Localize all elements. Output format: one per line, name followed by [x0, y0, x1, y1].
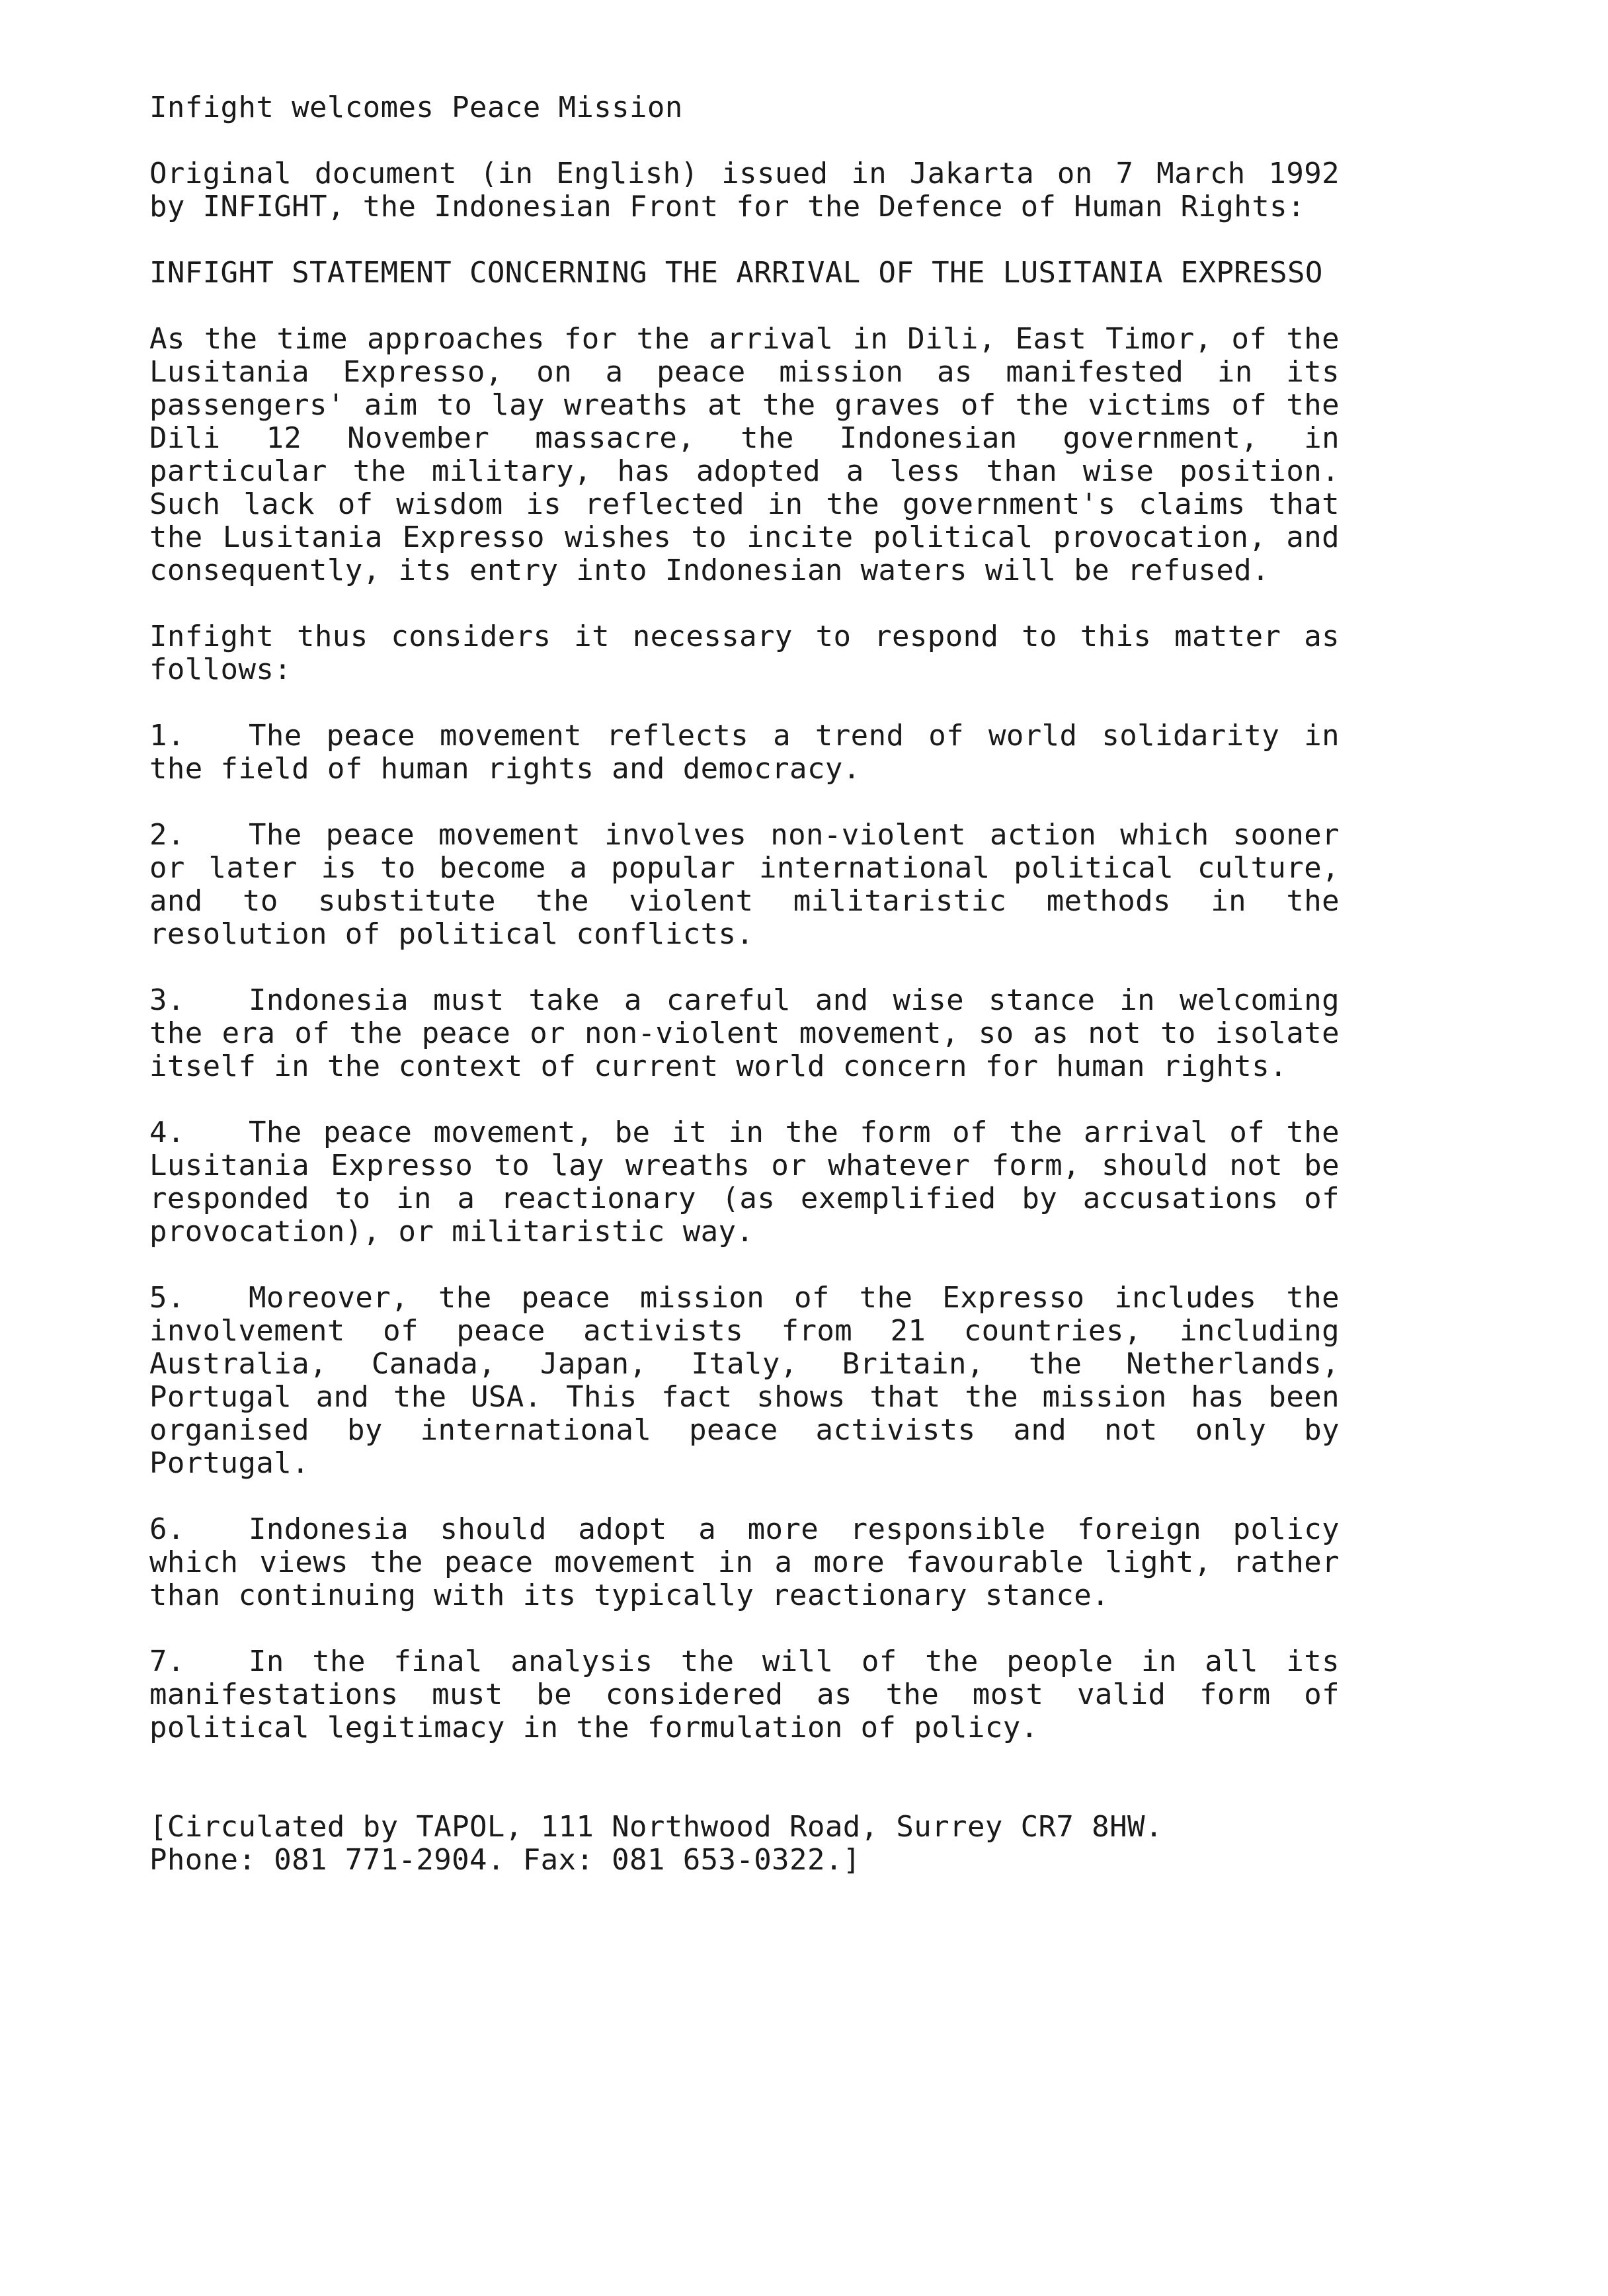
point-item-1	[149, 719, 1340, 786]
point-item-7	[149, 1645, 1340, 1744]
document-content	[149, 91, 1340, 1877]
point-number: 4.	[149, 1116, 185, 1149]
circulation-footer	[149, 1811, 1340, 1877]
point-item-6	[149, 1513, 1340, 1612]
point-text: Moreover, the peace mission of the Expresso includes the involvement of peace activists from 21 countries, including Australia, Canada, Japan, Italy, Britain, the Netherlands, Portugal and the USA. This fact shows that the mission has been organised by international peace activists and not only by Portugal.	[149, 1281, 1340, 1480]
point-number: 3.	[149, 983, 185, 1017]
point-item-5	[149, 1282, 1340, 1480]
point-text: Indonesia should adopt a more responsible foreign policy which views the peace movement in a more favourable light, rather than continuing with its typically reactionary stance.	[149, 1512, 1340, 1612]
point-item-3	[149, 984, 1340, 1083]
point-number: 6.	[149, 1512, 185, 1546]
point-item-2	[149, 819, 1340, 951]
point-number: 2.	[149, 818, 185, 852]
footer-line-1: [Circulated by TAPOL, 111 Northwood Road, Surrey CR7 8HW.	[149, 1810, 1163, 1844]
document-title: Infight welcomes Peace Mission	[149, 91, 683, 124]
points-list	[149, 719, 1340, 1744]
document-intro: Original document (in English) issued in Jakarta on 7 March 1992 by INFIGHT, the Indonesian Front for the Defence of Human Rights:	[149, 157, 1340, 224]
body-paragraph: As the time approaches for the arrival in Dili, East Timor, of the Lusitania Expresso, on a peace mission as manifested in its passengers' aim to lay wreaths at the graves of the victims of the Dili 12 November massacre, the Indonesian government, in particular the military, has adopted a less than wise position. Such lack of wisdom is reflected in the government's claims that the Lusitania Expresso wishes to incite political provocation, and consequently, its entry into Indonesian waters will be refused.	[149, 322, 1340, 587]
footer-line-2: Phone: 081 771-2904. Fax: 081 653-0322.]	[149, 1843, 861, 1877]
point-item-4	[149, 1116, 1340, 1249]
statement-heading: INFIGHT STATEMENT CONCERNING THE ARRIVAL OF THE LUSITANIA EXPRESSO	[149, 256, 1323, 290]
point-number: 5.	[149, 1281, 185, 1315]
point-number: 1.	[149, 719, 185, 753]
point-text: The peace movement involves non-violent action which sooner or later is to become a popular international political culture, and to substitute the violent militaristic methods in the resolution of political conflicts.	[149, 818, 1340, 951]
point-text: Indonesia must take a careful and wise stance in welcoming the era of the peace or non-violent movement, so as not to isolate itself in the context of current world concern for human rights.	[149, 983, 1340, 1083]
point-text: In the final analysis the will of the people in all its manifestations must be considered as the most valid form of political legitimacy in the formulation of policy.	[149, 1645, 1340, 1744]
point-number: 7.	[149, 1645, 185, 1678]
response-intro: Infight thus considers it necessary to respond to this matter as follows:	[149, 620, 1340, 686]
point-text: The peace movement reflects a trend of world solidarity in the field of human rights and democracy.	[149, 719, 1340, 786]
point-text: The peace movement, be it in the form of the arrival of the Lusitania Expresso to lay wreaths or whatever form, should not be responded to in a reactionary (as exemplified by accusations of provocation), or militaristic way.	[149, 1116, 1340, 1249]
